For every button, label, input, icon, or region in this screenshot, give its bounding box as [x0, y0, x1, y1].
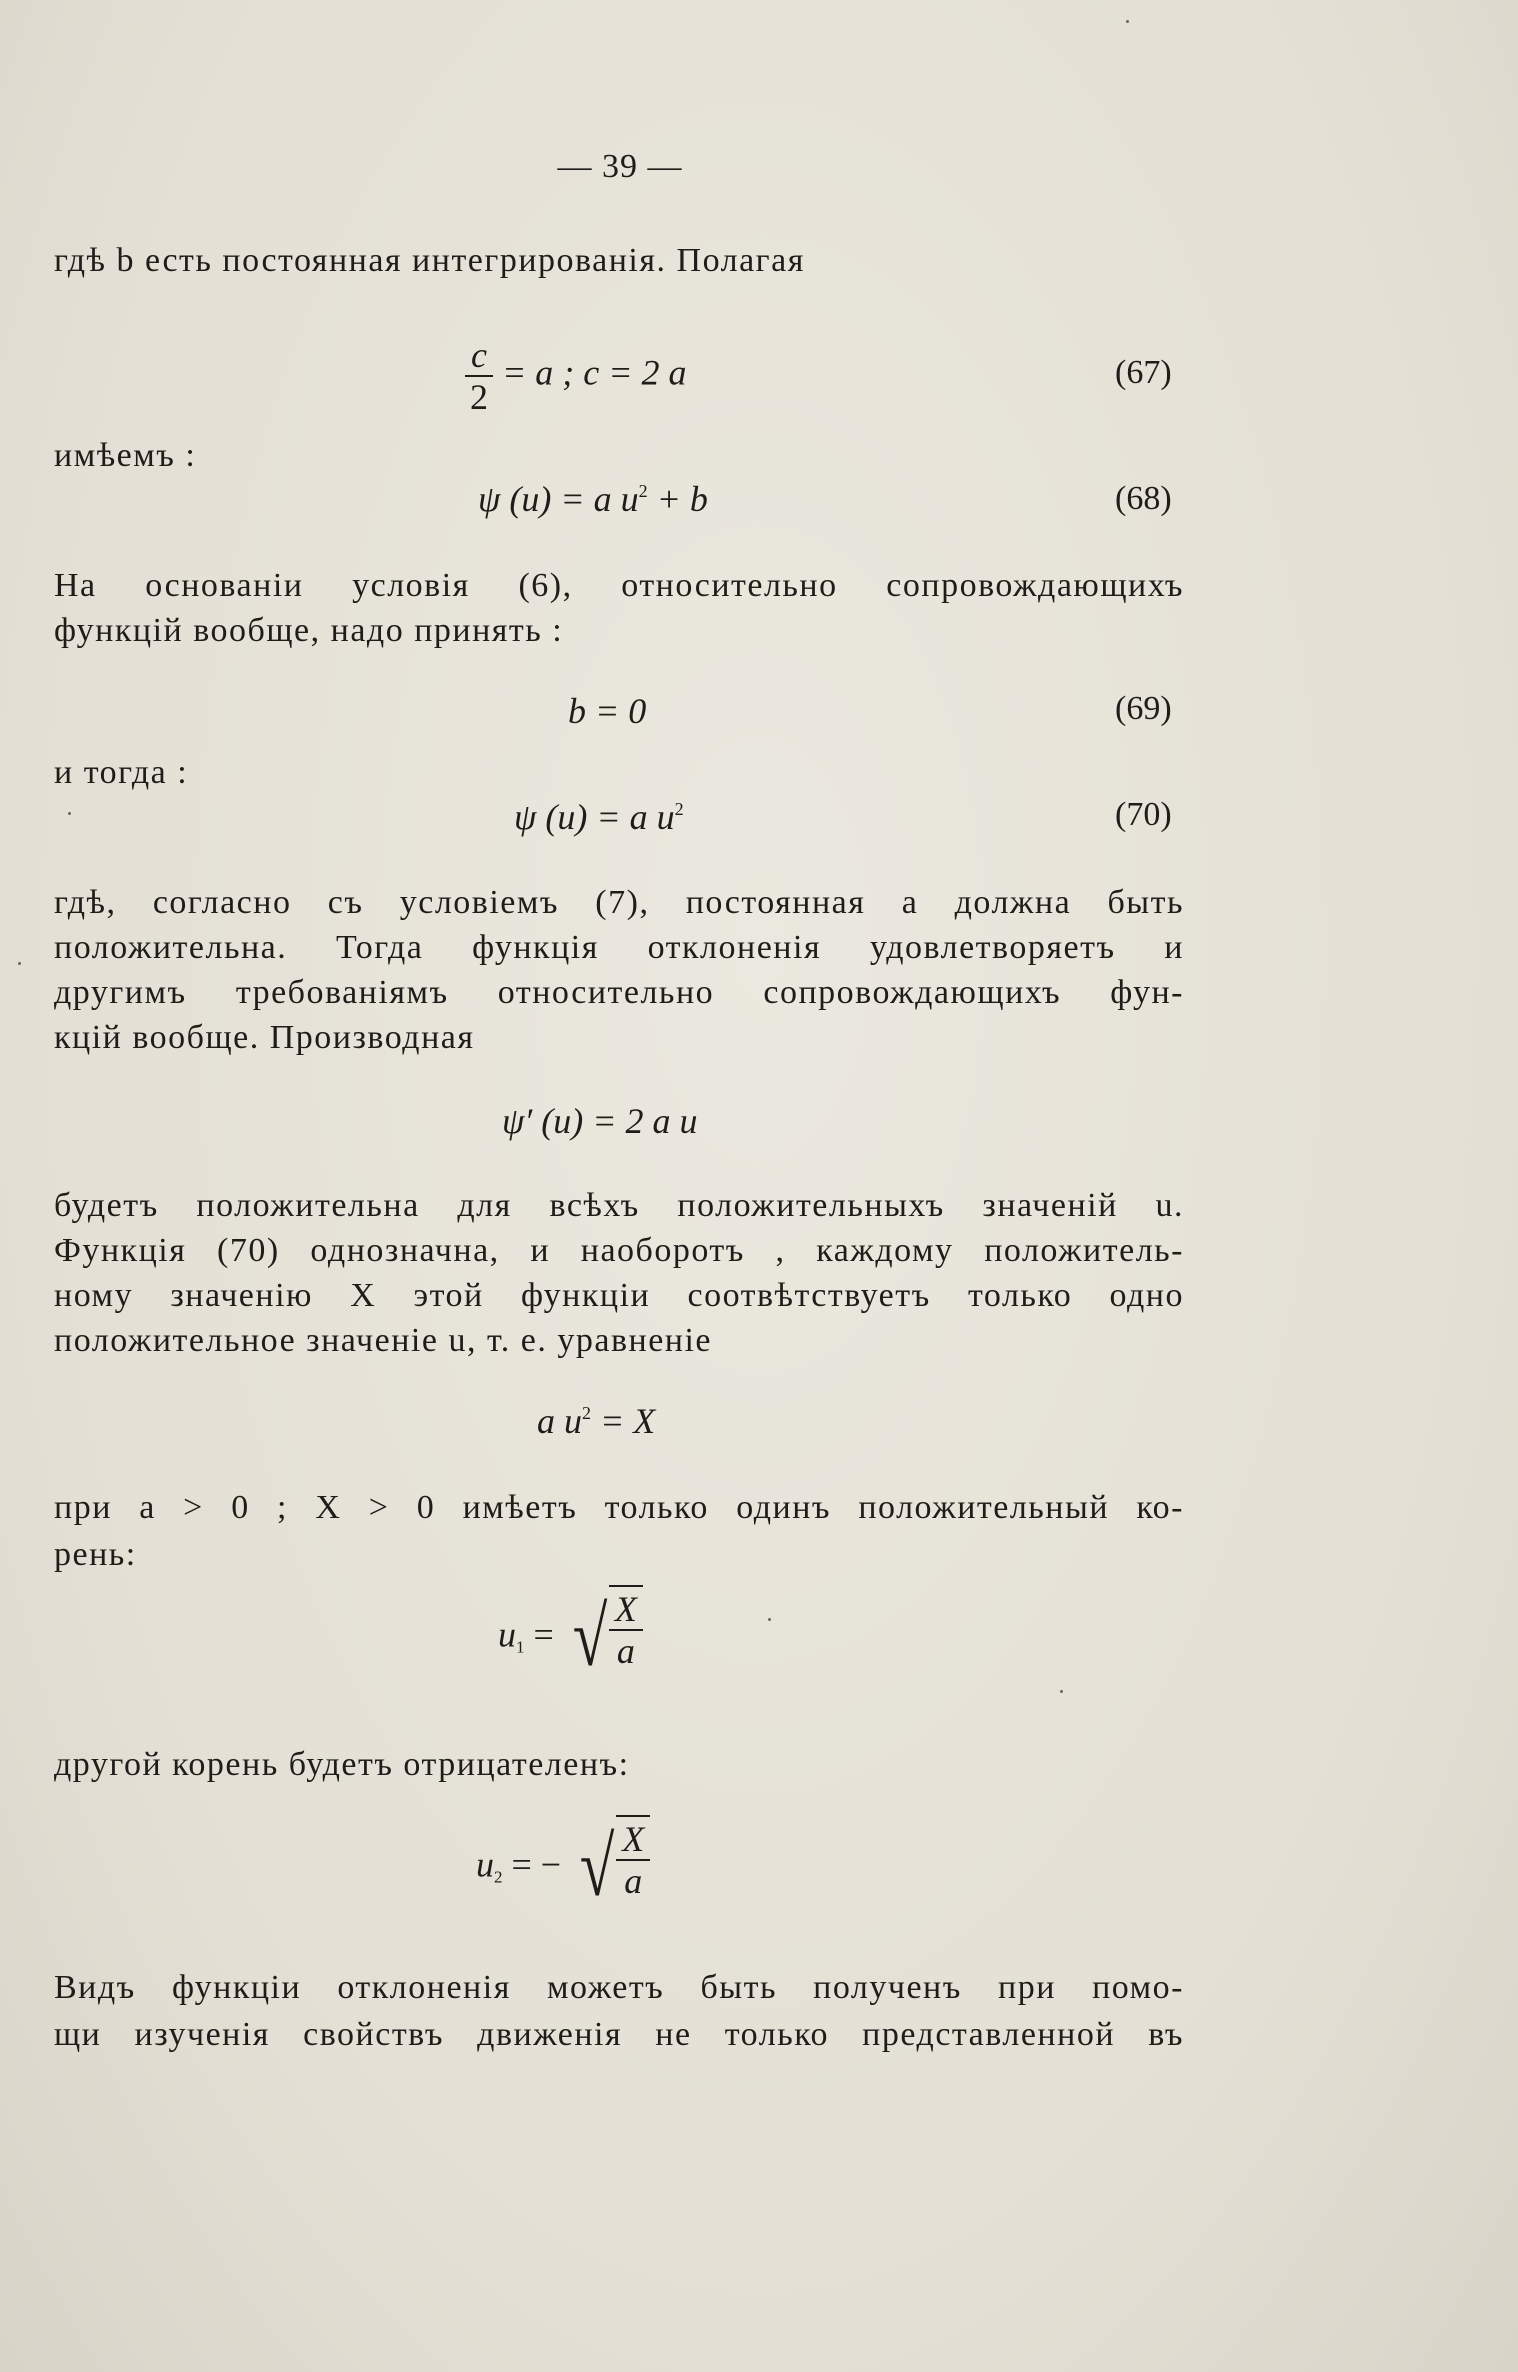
- paper-speck: [68, 812, 71, 815]
- fraction-numerator: X: [609, 1589, 643, 1631]
- equation-right: + b: [656, 479, 708, 519]
- text-line: гдѣ b есть постоянная интегрированія. Полагая: [54, 242, 805, 279]
- equation-number-70: (70): [1115, 796, 1172, 833]
- paper-speck: [1126, 20, 1129, 23]
- exponent: 2: [674, 799, 684, 819]
- radicand: [609, 1585, 643, 1671]
- page-number: — 39 —: [557, 148, 683, 185]
- equation-number-67: (67): [1115, 354, 1172, 391]
- text-line: Функція (70) однозначна, и наоборотъ , каждому положитель-: [54, 1232, 1184, 1269]
- radical-sign: √: [572, 1591, 608, 1684]
- equation-number-69: (69): [1115, 690, 1172, 727]
- text-line: гдѣ, согласно съ условіемъ (7), постоянная a должна быть: [54, 884, 1184, 921]
- root-variable: u: [476, 1844, 494, 1885]
- fraction-denominator: 2: [469, 377, 488, 417]
- equation-left: ψ (u) = a u: [514, 797, 675, 837]
- paper-speck: [18, 962, 21, 965]
- text-line: щи изученія свойствъ движенія не только представленной въ: [54, 2016, 1184, 2053]
- root-variable: u: [498, 1614, 516, 1655]
- fraction-denominator: a: [616, 1631, 635, 1671]
- text-line: кцій вообще. Производная: [54, 1019, 475, 1056]
- paper-speck: [1060, 1690, 1063, 1693]
- equals-sign: = −: [511, 1844, 562, 1885]
- radicand: [616, 1815, 650, 1901]
- text-line: положительна. Тогда функція отклоненія удовлетворяетъ и: [54, 929, 1184, 966]
- equation-quadratic: [537, 1400, 655, 1442]
- text-line: другимъ требованіямъ относительно сопровождающихъ фун-: [54, 974, 1184, 1011]
- text-line: и тогда :: [54, 754, 189, 791]
- subscript: 1: [516, 1637, 525, 1657]
- equation-left: ψ (u) = a u: [478, 479, 639, 519]
- equation-body: = a ; c = 2 a: [501, 352, 687, 393]
- text-line: На основаніи условія (6), относительно сопровождающихъ: [54, 567, 1184, 604]
- equation-right: = X: [600, 1401, 656, 1441]
- equals-sign: =: [533, 1614, 554, 1655]
- exponent: 2: [582, 1403, 591, 1423]
- text-line: Видъ функціи отклоненія можетъ быть полученъ при помо-: [54, 1969, 1184, 2006]
- fraction-denominator: a: [624, 1861, 643, 1901]
- radical-sign: √: [579, 1821, 615, 1914]
- fraction-numerator: c: [465, 335, 493, 377]
- equation-left: a u: [537, 1401, 582, 1441]
- text-line: будетъ положительна для всѣхъ положительныхъ значеній u.: [54, 1187, 1184, 1224]
- equation-number-68: (68): [1115, 480, 1172, 517]
- text-line: при a > 0 ; X > 0 имѣетъ только одинъ положительный ко-: [54, 1489, 1184, 1526]
- equation-67: [465, 335, 687, 417]
- text-line: другой корень будетъ отрицателенъ:: [54, 1746, 630, 1783]
- text-line: ному значенію X этой функціи соотвѣтствуетъ только одно: [54, 1277, 1184, 1314]
- equation-root-2: [476, 1819, 650, 1914]
- text-line: рень:: [54, 1536, 137, 1573]
- equation-70: [514, 796, 684, 838]
- equation-69: b = 0: [568, 691, 647, 731]
- subscript: 2: [494, 1867, 503, 1887]
- exponent: 2: [638, 481, 648, 501]
- equation-derivative: ψ′ (u) = 2 a u: [502, 1101, 698, 1141]
- equation-root-1: [498, 1589, 643, 1684]
- text-line: имѣемъ :: [54, 437, 197, 474]
- text-line: положительное значеніе u, т. е. уравненіе: [54, 1322, 713, 1359]
- text-line: функцій вообще, надо принять :: [54, 612, 564, 649]
- equation-68: [478, 478, 708, 520]
- paper-speck: [768, 1618, 771, 1621]
- fraction-numerator: X: [616, 1819, 650, 1861]
